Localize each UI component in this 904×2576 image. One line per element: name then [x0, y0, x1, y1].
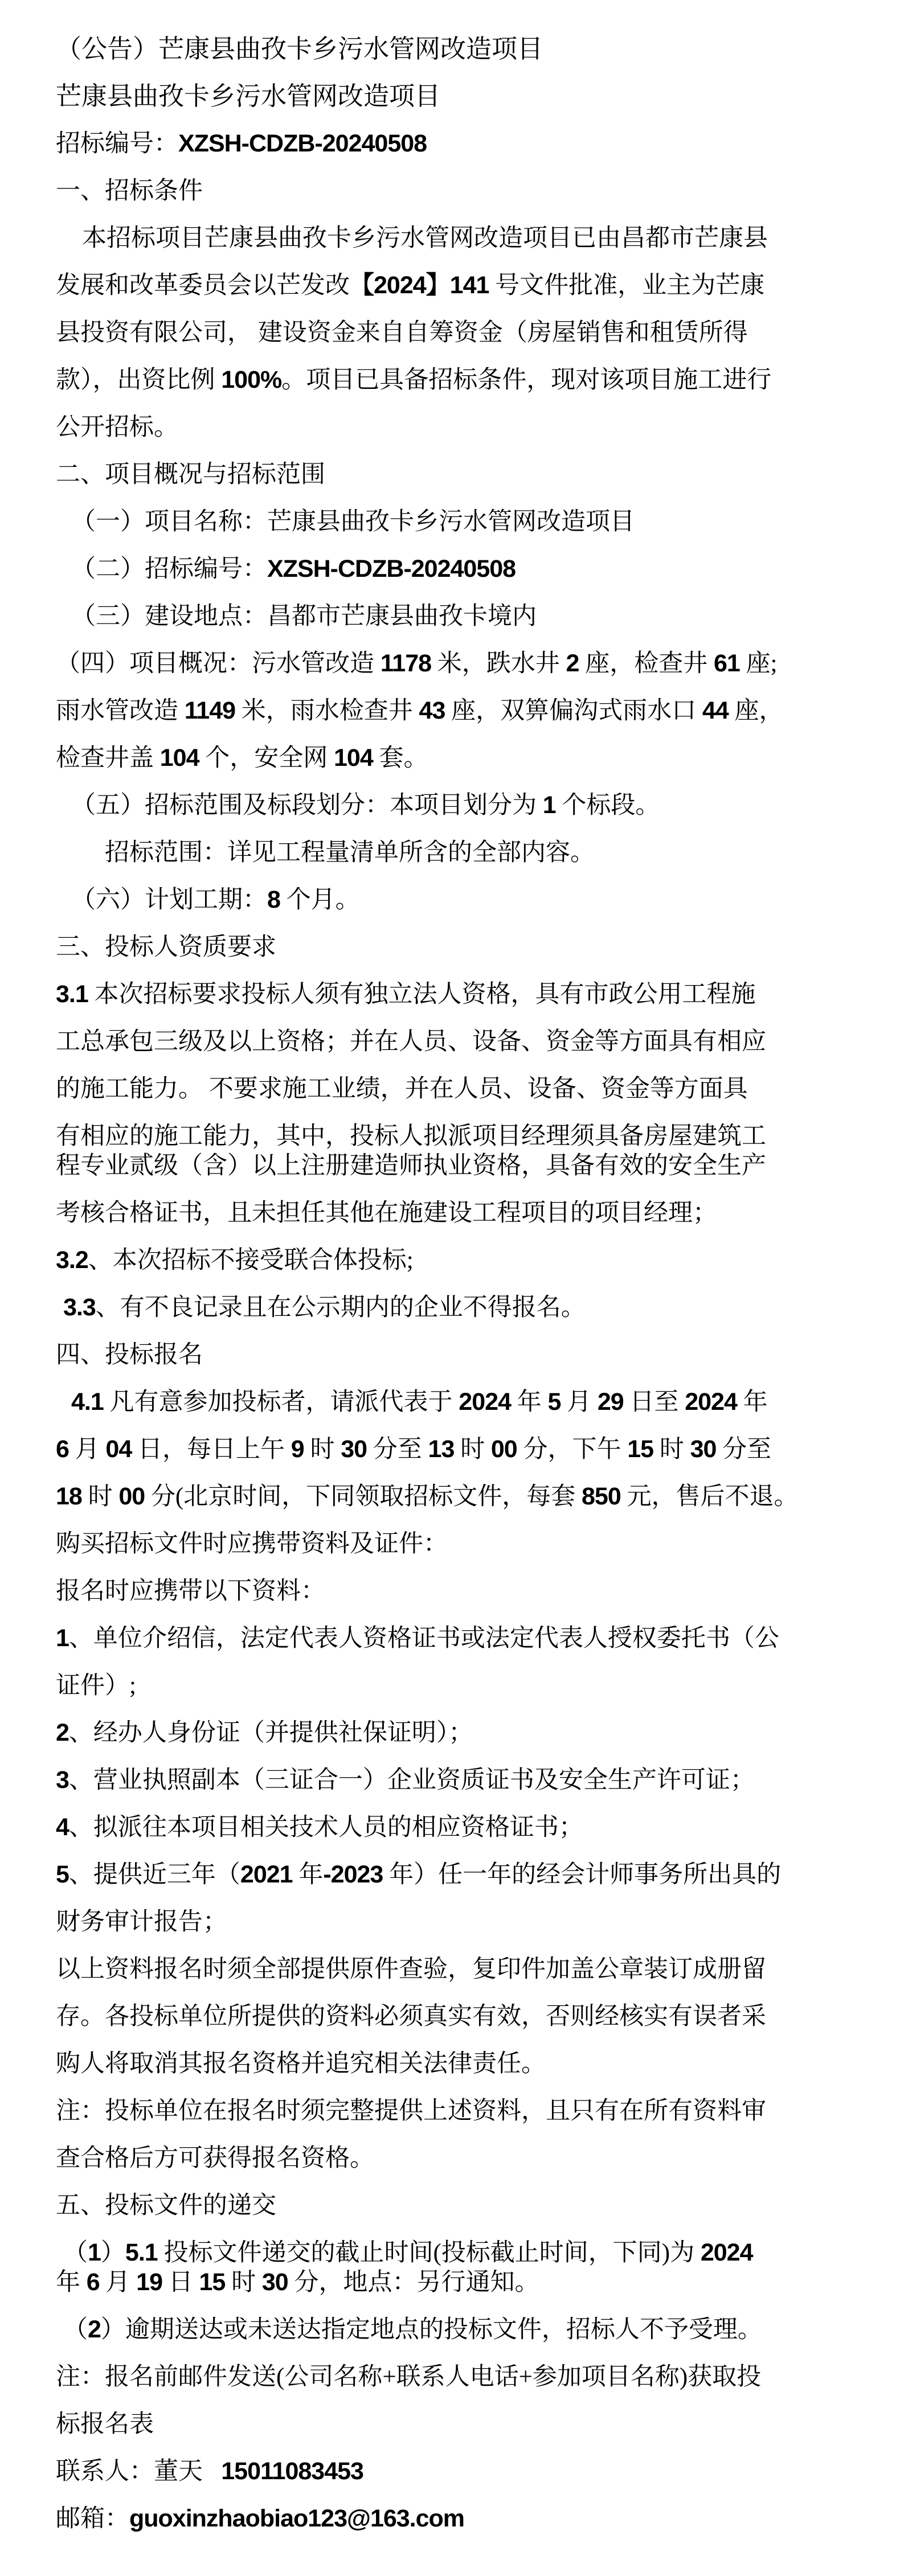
bold-text-segment: 2 [566, 650, 579, 677]
text-segment: 年 [737, 1389, 768, 1416]
text-segment: 分(北京时间，下同领取招标文件，每套 [145, 1483, 582, 1510]
text-segment: 联系人：董天 [56, 2458, 222, 2485]
bold-text-segment: 04 [105, 1435, 132, 1463]
bold-text-segment: 6 [56, 1435, 69, 1463]
document-line [56, 2135, 876, 2182]
text-segment: 款），出资比例 [56, 367, 222, 393]
document-line [56, 829, 876, 876]
location-line [56, 593, 876, 640]
text-segment: 、本次招标不接受联合体投标; [88, 1247, 414, 1274]
bold-text-segment: 44 [702, 697, 729, 724]
text-segment: 月 [99, 2269, 137, 2296]
section-5-heading [56, 2182, 876, 2229]
document-line [56, 1757, 876, 1804]
text-segment: 查合格后方可获得报名资格。 [56, 2145, 374, 2172]
text-segment: 邮箱： [56, 2505, 129, 2532]
document-line [56, 1520, 876, 1568]
document-line [56, 309, 876, 356]
text-segment: 财务审计报告； [56, 1909, 227, 1935]
text-segment: ）逾期送达或未送达指定地点的投标文件，招标人不予受理。 [100, 2316, 762, 2343]
text-segment: 、营业执照副本（三证合一）企业资质证书及安全生产许可证； [68, 1767, 755, 1794]
text-segment: 报名时应携带以下资料： [56, 1578, 325, 1605]
text-segment: 月 [68, 1436, 106, 1463]
text-segment: 购买招标文件时应携带资料及证件： [56, 1531, 448, 1557]
text-segment: 、有不良记录且在公示期内的企业不得报名。 [95, 1294, 586, 1321]
bold-text-segment: 3.3 [63, 1294, 96, 1321]
text-segment: 凡有意参加投标者，请派代表于 [103, 1389, 459, 1416]
text-segment: 程专业贰级（含）以上注册建造师执业资格，具备有效的安全生产 [56, 1152, 766, 1179]
section-2-heading [56, 451, 876, 498]
text-segment: 米，跌水井 [431, 650, 566, 677]
document-line [56, 2306, 876, 2353]
text-segment: ） [100, 2239, 125, 2266]
text-segment: （六）计划工期： [71, 887, 267, 913]
text-segment: 号文件批准，业主为芒康 [489, 272, 765, 299]
text-segment: 元，售后不退。 [620, 1483, 799, 1510]
email-line [56, 2495, 876, 2542]
document-line [56, 1426, 876, 1473]
text-segment: 时 [304, 1436, 341, 1463]
document-line [56, 1142, 876, 1189]
document-line [56, 404, 876, 451]
text-segment: 三、投标人资质要求 [56, 934, 276, 961]
bold-text-segment: 30 [341, 1435, 367, 1463]
document-line [56, 262, 876, 309]
bold-text-segment: 3.2 [56, 1246, 88, 1274]
document-line [56, 782, 876, 829]
text-segment: 以上资料报名时须全部提供原件查验，复印件加盖公章装订成册留 [56, 1956, 766, 1983]
text-segment: 座，双箅偏沟式雨水口 [445, 698, 702, 724]
text-segment: 分，地点：另行通知。 [288, 2269, 539, 2296]
text-segment: 发展和改革委员会以芒发改 [56, 272, 350, 299]
document-line [56, 215, 876, 262]
text-segment: 四、投标报名 [56, 1342, 203, 1368]
text-segment: 、拟派往本项目相关技术人员的相应资格证书； [68, 1814, 583, 1841]
text-segment: 有相应的施工能力，其中，投标人拟派项目经理须具备房屋建筑工 [56, 1123, 766, 1150]
bold-text-segment: -2023 [323, 1861, 383, 1888]
document-line [56, 1804, 876, 1851]
text-segment: 县投资有限公司， 建设资金来自自筹资金（房屋销售和租赁所得 [56, 319, 748, 346]
text-segment: 米，雨水检查井 [235, 698, 419, 724]
text-segment: 、单位介绍信，法定代表人资格证书或法定代表人授权委托书（公 [68, 1625, 779, 1652]
bold-text-segment: 3 [56, 1766, 69, 1794]
document-line [56, 1189, 876, 1237]
bold-text-segment: guoxinzhaobiao123@163.com [129, 2505, 465, 2532]
text-segment: 考核合格证书，且未担任其他在施建设工程项目的项目经理； [56, 1200, 717, 1227]
bold-text-segment: 43 [419, 697, 445, 724]
bold-text-segment: 【2024】141 [350, 272, 489, 299]
bold-text-segment: 5 [547, 1388, 561, 1416]
text-segment: 公开招标。 [56, 414, 178, 441]
bold-text-segment: 19 [136, 2269, 163, 2296]
bold-text-segment: 15 [199, 2269, 226, 2296]
text-segment: 五、投标文件的递交 [56, 2192, 276, 2219]
text-segment: 投标文件递交的截止时间(投标截止时间，下同)为 [157, 2239, 701, 2266]
document-line [56, 2401, 876, 2448]
document-line [56, 1018, 876, 1065]
bold-text-segment: 104 [159, 744, 199, 772]
tender-number-line-2 [56, 545, 876, 593]
bold-text-segment: 2024 [700, 2239, 753, 2266]
text-segment: （五）招标范围及标段划分：本项目划分为 [71, 792, 543, 819]
text-segment: 二、项目概况与招标范围 [56, 461, 325, 488]
bold-text-segment: 1149 [184, 697, 236, 724]
text-segment: 年）任一年的经会计师事务所出具的 [383, 1861, 782, 1888]
bold-text-segment: 18 [56, 1483, 82, 1510]
text-segment: （ [63, 2316, 88, 2343]
bold-text-segment: 13 [428, 1435, 455, 1463]
bold-text-segment: XZSH-CDZB-20240508 [267, 555, 516, 583]
text-segment: 分，下午 [517, 1436, 628, 1463]
text-segment: 一、招标条件 [56, 178, 203, 204]
bold-text-segment: 1 [542, 791, 556, 819]
document-line [56, 1993, 876, 2040]
text-segment: 座; [739, 650, 778, 677]
document-line [56, 1898, 876, 1946]
document-line [56, 735, 876, 782]
document-line [56, 2040, 876, 2087]
bold-text-segment: 2 [88, 2316, 101, 2343]
document-line [56, 1379, 876, 1426]
bold-text-segment: 9 [291, 1435, 304, 1463]
bold-text-segment: 1178 [380, 650, 432, 677]
bold-text-segment: 2 [56, 1719, 69, 1746]
text-segment: 个月。 [280, 887, 360, 913]
text-segment: （一）项目名称：芒康县曲孜卡乡污水管网改造项目 [71, 508, 635, 535]
bold-text-segment: 1 [88, 2239, 101, 2266]
bold-text-segment: 8 [267, 886, 280, 913]
text-segment: 个，安全网 [199, 745, 334, 772]
bold-text-segment: 15 [627, 1435, 654, 1463]
document-line [56, 1284, 876, 1331]
bold-text-segment: 5 [56, 1861, 69, 1888]
bold-text-segment: 15011083453 [221, 2458, 363, 2485]
text-segment: 月 [561, 1389, 598, 1416]
text-segment: 检查井盖 [56, 745, 160, 772]
document-line [56, 1946, 876, 1993]
text-segment: 个标段。 [555, 792, 660, 819]
text-segment: 标报名表 [56, 2411, 154, 2438]
bold-text-segment: 29 [597, 1388, 624, 1416]
text-segment: 时 [81, 1483, 119, 1510]
document-line [56, 1237, 876, 1284]
bold-text-segment: 00 [118, 1483, 145, 1510]
bold-text-segment: XZSH-CDZB-20240508 [178, 130, 427, 157]
contact-line [56, 2448, 876, 2495]
text-segment: 时 [454, 1436, 491, 1463]
bold-text-segment: 61 [713, 650, 740, 677]
text-segment: （ [63, 2239, 88, 2266]
text-segment: （公告）芒康县曲孜卡乡污水管网改造项目 [56, 35, 543, 63]
text-segment: 招标范围：详见工程量清单所含的全部内容。 [105, 839, 595, 866]
bold-text-segment: 30 [261, 2269, 288, 2296]
text-segment: 。项目已具备招标条件，现对该项目施工进行 [281, 367, 772, 393]
section-3-heading [56, 924, 876, 971]
document-line [56, 1065, 876, 1113]
document-line [56, 2087, 876, 2135]
bold-text-segment: 4 [56, 1814, 69, 1841]
text-segment: 年 [56, 2269, 87, 2296]
bold-text-segment: 3.1 [56, 981, 88, 1008]
text-segment: 本招标项目芒康县曲孜卡乡污水管网改造项目已由昌都市芒康县 [82, 225, 768, 252]
bold-text-segment: 2024 [459, 1388, 511, 1416]
bold-text-segment: 6 [86, 2269, 100, 2296]
document-title [56, 26, 876, 73]
text-segment: 时 [225, 2269, 262, 2296]
text-segment: 套。 [373, 745, 428, 772]
text-segment: 分至 [716, 1436, 772, 1463]
bold-text-segment: 104 [334, 744, 373, 772]
text-segment: 注：报名前邮件发送(公司名称+联系人电话+参加项目名称)获取投 [56, 2364, 762, 2390]
text-segment: 招标编号： [56, 130, 178, 157]
text-segment: （二）招标编号： [71, 556, 267, 583]
document-line [56, 2353, 876, 2401]
bold-text-segment: 00 [490, 1435, 517, 1463]
text-segment: 年 [292, 1861, 324, 1888]
document-line [56, 1473, 876, 1520]
text-segment: 注：投标单位在报名时须完整提供上述资料，且只有在所有资料审 [56, 2098, 766, 2124]
document-line [56, 1662, 876, 1709]
text-segment: 年 [510, 1389, 548, 1416]
text-segment: 本次招标要求投标人须有独立法人资格，具有市政公用工程施 [88, 981, 756, 1008]
text-segment: 存。各投标单位所提供的资料必须真实有效，否则经核实有误者采 [56, 2003, 766, 2030]
text-segment: 雨水管改造 [56, 698, 185, 724]
text-segment: 日至 [623, 1389, 685, 1416]
bold-text-segment: 2024 [685, 1388, 737, 1416]
bold-text-segment: 850 [582, 1483, 621, 1510]
bold-text-segment: 4.1 [71, 1388, 104, 1416]
text-segment: 日 [162, 2269, 199, 2296]
document-line [56, 1709, 876, 1757]
project-title [56, 73, 876, 120]
bold-text-segment: 2021 [240, 1861, 293, 1888]
bold-text-segment: 30 [690, 1435, 717, 1463]
text-segment: 证件）; [56, 1672, 136, 1699]
text-segment: 时 [653, 1436, 690, 1463]
text-segment: 工总承包三级及以上资格；并在人员、设备、资金等方面具有相应 [56, 1028, 766, 1055]
bold-text-segment: 5.1 [125, 2239, 158, 2266]
bold-text-segment: 100% [221, 366, 282, 393]
document-line [56, 1851, 876, 1898]
project-name-line [56, 498, 876, 545]
text-segment: 座，检查井 [579, 650, 714, 677]
document-line [56, 687, 876, 735]
section-4-heading [56, 1331, 876, 1379]
document-line [56, 971, 876, 1018]
document-line [56, 1615, 876, 1662]
text-segment: 、提供近三年（ [68, 1861, 240, 1888]
tender-number-line [56, 120, 876, 167]
text-segment: 分至 [367, 1436, 428, 1463]
document-line [56, 1568, 876, 1615]
section-1-heading [56, 167, 876, 215]
text-segment: 芒康县曲孜卡乡污水管网改造项目 [56, 82, 441, 110]
text-segment: 购人将取消其报名资格并追究相关法律责任。 [56, 2050, 546, 2077]
document-line [56, 876, 876, 924]
text-segment: 的施工能力。 不要求施工业绩，并在人员、设备、资金等方面具 [56, 1076, 748, 1102]
text-segment: （三）建设地点：昌都市芒康县曲孜卡境内 [71, 603, 537, 630]
text-segment: （四）项目概况：污水管改造 [56, 650, 381, 677]
bold-text-segment: 1 [56, 1625, 69, 1652]
text-segment: 、经办人身份证（并提供社保证明）； [68, 1720, 473, 1746]
text-segment: 座， [728, 698, 784, 724]
text-segment: 日，每日上午 [132, 1436, 291, 1463]
project-overview-line [56, 640, 876, 687]
document-line [56, 356, 876, 404]
